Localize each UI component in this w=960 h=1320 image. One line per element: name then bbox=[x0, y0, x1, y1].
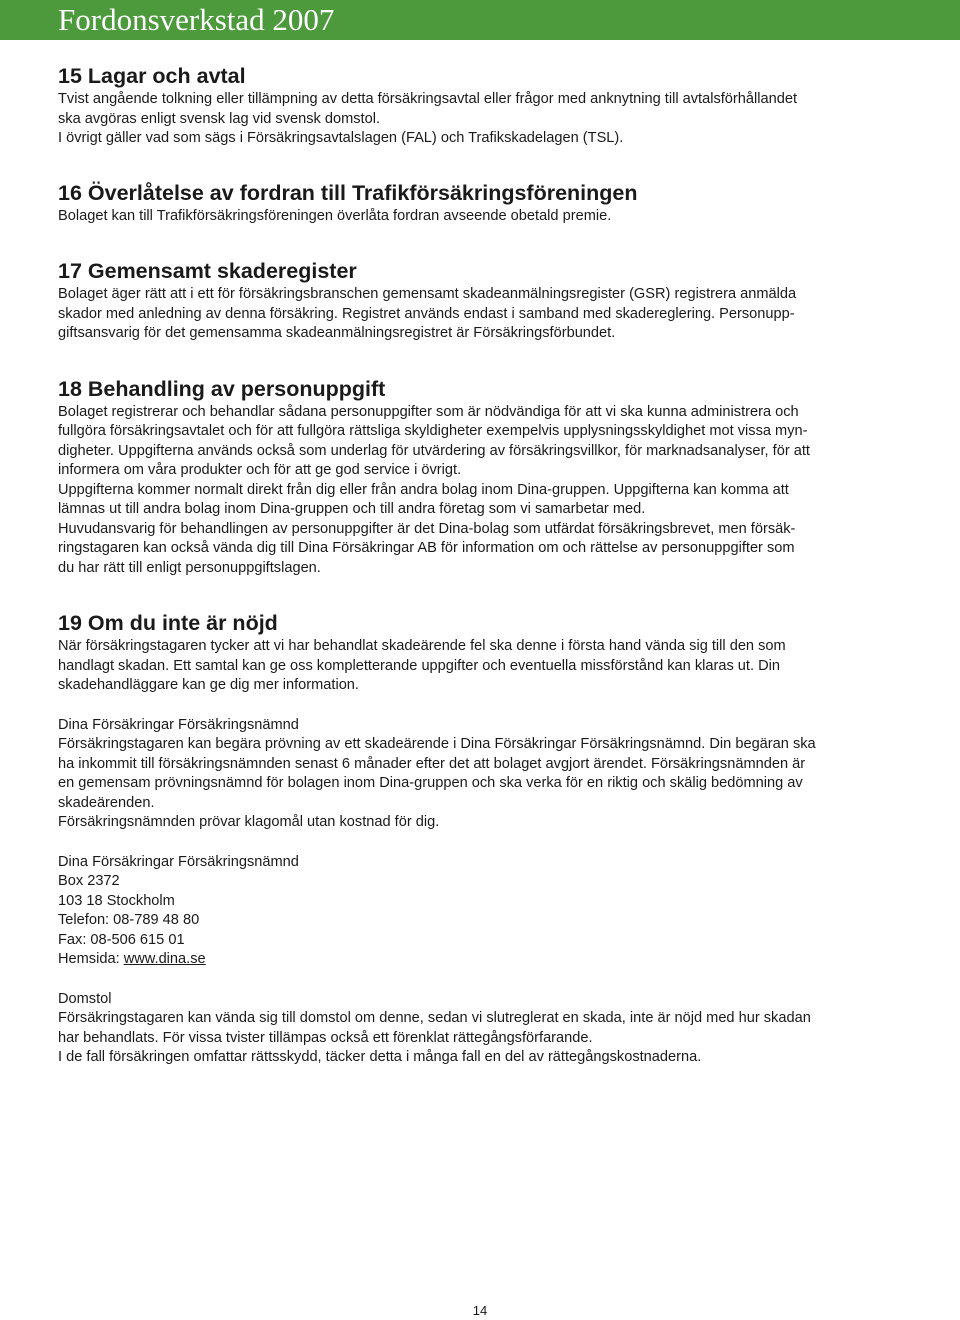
document-title: Fordonsverkstad 2007 bbox=[58, 2, 335, 37]
address-line: Dina Försäkringar Försäkringsnämnd bbox=[58, 853, 299, 870]
page-number: 14 bbox=[472, 1303, 488, 1318]
paragraph-spacer bbox=[58, 696, 908, 716]
address-block bbox=[58, 853, 908, 970]
text-line: När försäkringstagaren tycker att vi har behandlat skadeärende fel ska denne i första hand vända sig till den som bbox=[58, 638, 786, 654]
text-line: Bolaget äger rätt att i ett för försäkringsbranschen gemensamt skadeanmälningsregister (GSR) registrera anmälda bbox=[58, 286, 797, 302]
address-line: Box 2372 bbox=[58, 873, 120, 889]
website-label: Hemsida: bbox=[58, 951, 124, 967]
section-heading: 19 Om du inte är nöjd bbox=[58, 611, 278, 635]
section-19 bbox=[58, 609, 908, 1068]
text-line: du har rätt till enligt personuppgiftslagen. bbox=[58, 559, 321, 576]
document-body bbox=[58, 62, 908, 1068]
header-bar bbox=[0, 0, 960, 40]
address-line: 103 18 Stockholm bbox=[58, 892, 175, 909]
text-line: I de fall försäkringen omfattar rättsskydd, täcker detta i många fall en del av rättegångskostnaderna. bbox=[58, 1049, 702, 1065]
text-line: skadehandläggare kan ge dig mer information. bbox=[58, 677, 359, 693]
court-paragraph bbox=[58, 990, 908, 1068]
text-line: Försäkringstagaren kan begära prövning av ett skadeärende i Dina Försäkringar Försäkringsnämnd. Din begäran ska bbox=[58, 736, 816, 752]
paragraph-spacer bbox=[58, 833, 908, 853]
text-line: en gemensam prövningsnämnd för bolagen inom Dina-gruppen och ska verka för en riktig och skälig bedömning av bbox=[58, 775, 803, 791]
section-paragraph bbox=[58, 90, 908, 149]
text-line: ha inkommit till försäkringsnämnden senast 6 månader efter det att bolaget avgjort ärendet. Försäkringsnämnden är bbox=[58, 755, 806, 772]
text-line: har behandlats. För vissa tvister tillämpas också ett förenklat rättegångsförfarande. bbox=[58, 1029, 593, 1046]
text-line: Uppgifterna kommer normalt direkt från dig eller från andra bolag inom Dina-gruppen. Uppgifterna kan komma att bbox=[58, 481, 789, 498]
text-line: fullgöra försäkringsavtalet och för att fullgöra rättsliga skyldigheter exempelvis upplysningsskyldighet mot vissa myn- bbox=[58, 423, 808, 439]
section-heading: 18 Behandling av personuppgift bbox=[58, 376, 386, 401]
text-line: giftsansvarig för det gemensamma skadeanmälningsregistret är Försäkringsförbundet. bbox=[58, 325, 616, 341]
text-line: Domstol bbox=[58, 990, 112, 1007]
fax-line: Fax: 08-506 615 01 bbox=[58, 931, 185, 948]
website-link[interactable]: www.dina.se bbox=[123, 951, 206, 967]
section-18 bbox=[58, 375, 908, 579]
phone-line: Telefon: 08-789 48 80 bbox=[58, 912, 200, 928]
text-line: digheter. Uppgifterna används också som underlag för utvärdering av försäkringsvillkor, för marknadsanalyser, för att bbox=[58, 442, 810, 459]
section-paragraph bbox=[58, 207, 908, 227]
text-line: skadeärenden. bbox=[58, 794, 155, 811]
text-line: skador med anledning av denna försäkring. Registret används endast i samband med skadereglering. Personupp- bbox=[58, 305, 795, 322]
text-line: Bolaget registrerar och behandlar sådana personuppgifter som är nödvändiga för att vi ska kunna administrera och bbox=[58, 403, 799, 420]
text-line: ringstagaren kan också vända dig till Dina Försäkringar AB för information om och rättelse av personuppgifter som bbox=[58, 540, 795, 556]
intro-paragraph bbox=[58, 637, 908, 696]
text-line: Försäkringsnämnden prövar klagomål utan kostnad för dig. bbox=[58, 814, 440, 830]
text-line: Huvudansvarig för behandlingen av personuppgifter är det Dina-bolag som utfärdat försäkringsbrevet, men försäk- bbox=[58, 520, 796, 537]
section-heading: 17 Gemensamt skaderegister bbox=[58, 259, 357, 283]
section-paragraph bbox=[58, 403, 908, 579]
section-heading: 16 Överlåtelse av fordran till Trafikförsäkringsföreningen bbox=[58, 180, 638, 205]
website-line bbox=[58, 950, 908, 970]
text-line: informera om våra produkter och för att ge god service i övrigt. bbox=[58, 462, 462, 478]
text-line: Dina Försäkringar Försäkringsnämnd bbox=[58, 716, 299, 733]
section-paragraph bbox=[58, 285, 908, 344]
paragraph-spacer bbox=[58, 970, 908, 990]
text-line: lämnas ut till andra bolag inom Dina-gruppen och till andra företag som vi samarbetar med. bbox=[58, 501, 646, 517]
text-line: Bolaget kan till Trafikförsäkringsföreningen överlåta fordran avseende obetald premie. bbox=[58, 207, 612, 224]
text-line: I övrigt gäller vad som sägs i Försäkringsavtalslagen (FAL) och Trafikskadelagen (TSL). bbox=[58, 130, 624, 146]
text-line: Försäkringstagaren kan vända sig till domstol om denne, sedan vi slutreglerat en skada, inte är nöjd med hur skadan bbox=[58, 1010, 811, 1026]
section-heading: 15 Lagar och avtal bbox=[58, 64, 246, 88]
section-15 bbox=[58, 62, 908, 149]
text-line: handlagt skadan. Ett samtal kan ge oss kompletterande uppgifter och eventuella missförstånd kan klaras ut. Din bbox=[58, 657, 780, 674]
text-line: Tvist angående tolkning eller tillämpning av detta försäkringsavtal eller frågor med anknytning till avtalsförhållandet bbox=[58, 91, 798, 107]
text-line: ska avgöras enligt svensk lag vid svensk domstol. bbox=[58, 110, 381, 127]
section-16 bbox=[58, 179, 908, 227]
section-17 bbox=[58, 257, 908, 344]
board-paragraph bbox=[58, 716, 908, 833]
